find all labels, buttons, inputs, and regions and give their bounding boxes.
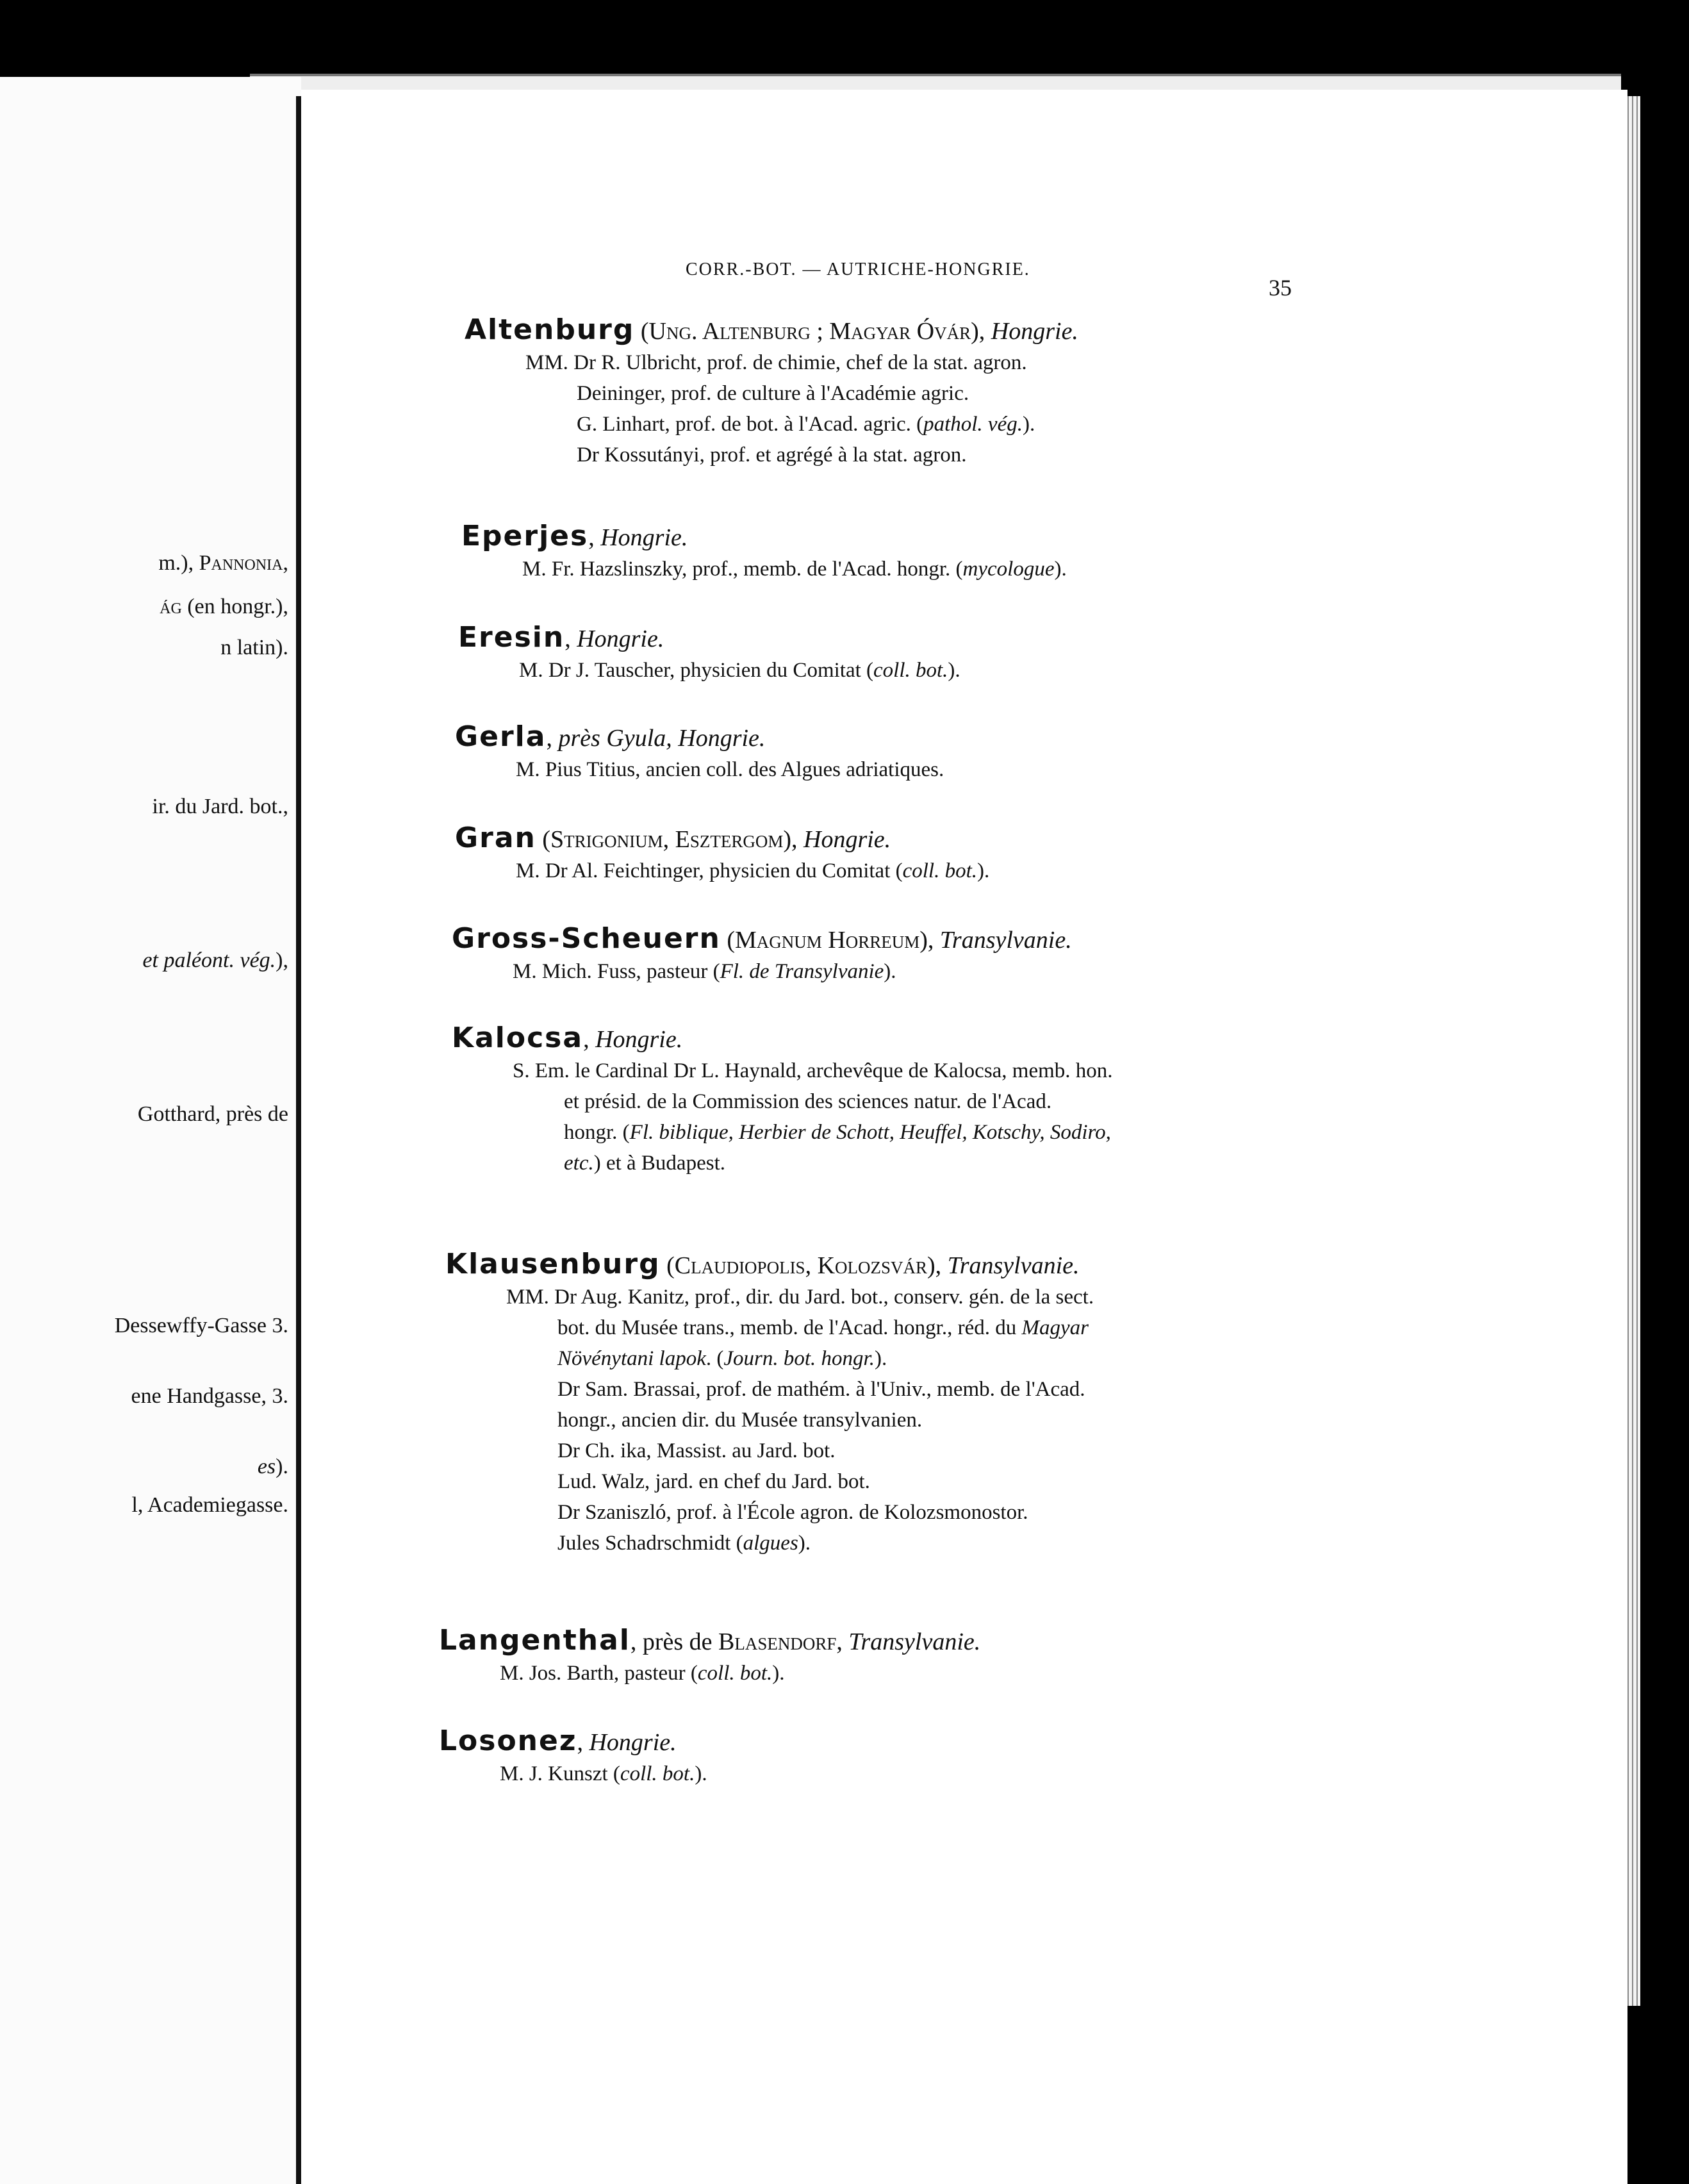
- correspondent-line: [525, 347, 1362, 378]
- text-run: etc.: [564, 1152, 594, 1175]
- text-run: M. Fr. Hazslinszky, prof., memb. de l'Acad. hongr. (: [522, 558, 963, 581]
- left-fragment: [152, 795, 288, 819]
- text-run: S. Em. le Cardinal Dr L. Haynald, archevêque de Kalocsa, memb. hon.: [513, 1059, 1113, 1082]
- entry: [461, 520, 1358, 584]
- running-head: CORR.-BOT. — AUTRICHE-HONGRIE.: [686, 260, 1030, 279]
- text-run: M. Pius Titius, ancien coll. des Algues adriatiques.: [516, 758, 944, 781]
- text-run: coll. bot.: [873, 659, 948, 682]
- place-name: Altenburg: [465, 313, 635, 346]
- text-run: Hongrie.: [803, 826, 891, 853]
- text-run: ).: [977, 859, 990, 882]
- text-run: MM. Dr Aug. Kanitz, prof., dir. du Jard. bot., conserv. gén. de la sect.: [506, 1286, 1094, 1309]
- place-name: Klausenburg: [445, 1248, 661, 1280]
- place-name: Gerla: [455, 720, 547, 753]
- text-run: Lud. Walz, jard. en chef du Jard. bot.: [557, 1470, 870, 1493]
- text-run: M. J. Kunszt (: [500, 1762, 620, 1785]
- text-run: ene Handgasse, 3.: [131, 1384, 288, 1408]
- text-run: ág: [160, 595, 182, 618]
- text-run: mycologue: [962, 558, 1055, 581]
- left-fragment: [115, 1314, 288, 1338]
- entry: [452, 1022, 1349, 1179]
- correspondent-line: [557, 1312, 1342, 1343]
- text-run: ).: [695, 1762, 707, 1785]
- text-run: Transylvanie.: [848, 1628, 981, 1655]
- text-run: ir. du Jard. bot.,: [152, 795, 288, 818]
- entry: [445, 1248, 1342, 1559]
- place-heading: [455, 822, 1352, 856]
- text-run: bot. du Musée trans., memb. de l'Acad. hongr., réd. du: [557, 1316, 1022, 1339]
- text-run: ,: [577, 1729, 589, 1756]
- left-fragment: [220, 636, 288, 660]
- place-qualifier: [721, 927, 1072, 954]
- place-name: Losonez: [439, 1725, 577, 1757]
- entry: [458, 622, 1355, 686]
- place-heading: [465, 314, 1362, 347]
- text-run: coll. bot.: [902, 859, 978, 882]
- text-run: n latin).: [220, 636, 288, 659]
- place-qualifier: [564, 625, 664, 652]
- correspondent-line: [522, 554, 1358, 584]
- text-run: G. Linhart, prof. de bot. à l'Acad. agric. (: [577, 413, 924, 436]
- right-page: [301, 90, 1627, 2184]
- correspondent-line: [557, 1435, 1342, 1466]
- text-run: Transylvanie.: [939, 927, 1072, 954]
- text-run: Dr Szaniszló, prof. à l'École agron. de Kolozsmonostor.: [557, 1501, 1028, 1524]
- left-fragment: [131, 1384, 288, 1409]
- text-run: Hongrie.: [595, 1026, 683, 1053]
- entry: [439, 1725, 1336, 1789]
- place-qualifier: [630, 1628, 980, 1655]
- place-qualifier: [536, 826, 891, 853]
- place-qualifier: [661, 1252, 1080, 1279]
- place-heading: [458, 622, 1355, 655]
- correspondent-line: [500, 1658, 1336, 1689]
- place-qualifier: [588, 524, 688, 551]
- text-run: Ung. Altenburg ; Magyar Óvár: [648, 318, 971, 345]
- text-run: ,: [283, 551, 288, 575]
- text-run: Dr Ch. ika, Massist. au Jard. bot.: [557, 1439, 836, 1462]
- text-run: ),: [276, 948, 288, 972]
- left-fragment: [258, 1455, 288, 1479]
- text-run: ).: [948, 659, 960, 682]
- text-run: ).: [874, 1347, 887, 1370]
- place-name: Langenthal: [439, 1624, 630, 1657]
- text-run: ),: [927, 1252, 948, 1279]
- text-run: M. Mich. Fuss, pasteur (: [513, 960, 720, 983]
- correspondent-line: [500, 1758, 1336, 1789]
- correspondent-line: [577, 378, 1362, 409]
- text-run: Pannonia: [199, 551, 283, 575]
- text-run: Blasendorf: [718, 1628, 837, 1655]
- entry: [455, 721, 1352, 785]
- text-run: ,: [836, 1628, 849, 1655]
- place-qualifier: [577, 1729, 676, 1756]
- correspondent-line: [519, 655, 1355, 686]
- place-qualifier: [634, 318, 1078, 345]
- correspondent-line: [557, 1343, 1342, 1374]
- left-fragment: [142, 948, 288, 973]
- text-run: Hongrie.: [589, 1729, 677, 1756]
- text-run: coll. bot.: [697, 1662, 773, 1685]
- correspondent-line: [577, 409, 1362, 440]
- text-run: Dessewffy-Gasse 3.: [114, 1314, 288, 1337]
- place-heading: [455, 721, 1352, 754]
- text-run: Deininger, prof. de culture à l'Académie agric.: [577, 382, 969, 405]
- text-run: (: [720, 927, 735, 954]
- place-name: Gross-Scheuern: [452, 922, 721, 955]
- place-heading: [452, 1022, 1349, 1055]
- correspondent-line: [557, 1528, 1342, 1559]
- text-run: Magyar: [1021, 1316, 1089, 1339]
- text-run: es: [257, 1455, 276, 1478]
- text-run: et présid. de la Commission des sciences natur. de l'Acad.: [564, 1090, 1052, 1113]
- place-heading: [452, 923, 1349, 956]
- text-run: Fl. de Transylvanie: [720, 960, 884, 983]
- place-qualifier: [583, 1026, 682, 1053]
- left-fragment: [138, 1102, 288, 1127]
- text-run: . (: [705, 1347, 724, 1370]
- text-run: Magnum Horreum: [734, 927, 920, 954]
- text-run: ).: [1022, 413, 1035, 436]
- page-number: 35: [1269, 275, 1292, 301]
- text-run: ),: [971, 318, 991, 345]
- place-name: Eperjes: [461, 520, 589, 552]
- place-heading: [445, 1248, 1342, 1282]
- text-run: M. Dr Al. Feichtinger, physicien du Comitat (: [516, 859, 903, 882]
- place-heading: [439, 1725, 1336, 1758]
- text-run: et paléont. vég.: [142, 948, 276, 972]
- place-heading: [439, 1625, 1336, 1658]
- correspondent-line: [564, 1086, 1349, 1117]
- text-run: MM. Dr R. Ulbricht, prof. de chimie, chef de la stat. agron.: [525, 351, 1027, 374]
- text-run: ).: [884, 960, 896, 983]
- text-run: , près de: [630, 1628, 719, 1655]
- text-run: ).: [1054, 558, 1067, 581]
- text-run: ).: [798, 1532, 811, 1555]
- place-name: Kalocsa: [452, 1022, 584, 1054]
- place-name: Gran: [455, 822, 536, 854]
- text-run: ,: [564, 625, 577, 652]
- text-run: ),: [783, 826, 803, 853]
- text-run: Dr Kossutányi, prof. et agrégé à la stat. agron.: [577, 443, 967, 467]
- correspondent-line: [516, 856, 1352, 886]
- text-run: Hongrie.: [577, 625, 664, 652]
- text-run: (: [536, 826, 550, 853]
- correspondent-line: [557, 1405, 1342, 1435]
- text-run: ).: [772, 1662, 785, 1685]
- correspondent-line: [506, 1282, 1342, 1312]
- text-run: Jules Schadrschmidt (: [557, 1532, 743, 1555]
- text-run: algues: [743, 1532, 798, 1555]
- correspondent-line: [564, 1148, 1349, 1179]
- correspondent-line: [557, 1466, 1342, 1497]
- text-run: ,: [546, 725, 559, 752]
- correspondent-line: [557, 1497, 1342, 1528]
- text-run: Claudiopolis, Kolozsvár: [674, 1252, 928, 1279]
- text-run: Dr Sam. Brassai, prof. de mathém. à l'Univ., memb. de l'Acad.: [557, 1378, 1085, 1401]
- text-run: Strigonium, Esztergom: [550, 826, 784, 853]
- text-run: ).: [276, 1455, 288, 1478]
- correspondent-line: [557, 1374, 1342, 1405]
- text-run: pathol. vég.: [923, 413, 1023, 436]
- place-heading: [461, 520, 1358, 554]
- text-run: (: [660, 1252, 675, 1279]
- text-run: Növénytani lapok: [557, 1347, 706, 1370]
- text-run: coll. bot.: [620, 1762, 695, 1785]
- correspondent-line: [513, 1055, 1349, 1086]
- correspondent-line: [513, 956, 1349, 987]
- left-fragment: [158, 551, 288, 575]
- text-run: Transylvanie.: [947, 1252, 1080, 1279]
- correspondent-line: [516, 754, 1352, 785]
- entry: [452, 923, 1349, 987]
- text-run: Hongrie.: [991, 318, 1078, 345]
- place-qualifier: [546, 725, 765, 752]
- entry: [455, 822, 1352, 886]
- correspondent-line: [564, 1117, 1349, 1148]
- text-run: ) et à Budapest.: [593, 1152, 725, 1175]
- text-run: (: [634, 318, 649, 345]
- left-fragment: [160, 595, 288, 619]
- text-run: hongr., ancien dir. du Musée transylvanien.: [557, 1409, 923, 1432]
- text-run: ,: [583, 1026, 596, 1053]
- text-run: Hongrie.: [600, 524, 688, 551]
- text-run: M. Dr J. Tauscher, physicien du Comitat (: [519, 659, 874, 682]
- text-run: l, Academiegasse.: [131, 1493, 288, 1517]
- left-fragment: [131, 1493, 288, 1518]
- entry: [439, 1625, 1336, 1689]
- place-name: Eresin: [458, 621, 565, 654]
- text-run: Journ. bot. hongr.: [723, 1347, 875, 1370]
- text-run: Fl. biblique, Herbier de Schott, Heuffel, Kotschy, Sodiro,: [629, 1121, 1111, 1144]
- text-run: M. Jos. Barth, pasteur (: [500, 1662, 698, 1685]
- text-run: ),: [919, 927, 940, 954]
- left-page: [0, 77, 301, 2184]
- text-run: m.),: [158, 551, 199, 575]
- text-run: Gotthard, près de: [137, 1102, 288, 1126]
- entry: [465, 314, 1362, 470]
- text-run: hongr. (: [564, 1121, 630, 1144]
- correspondent-line: [577, 440, 1362, 470]
- text-run: près Gyula, Hongrie.: [558, 725, 766, 752]
- text-run: ,: [588, 524, 601, 551]
- text-run: (en hongr.),: [181, 595, 288, 618]
